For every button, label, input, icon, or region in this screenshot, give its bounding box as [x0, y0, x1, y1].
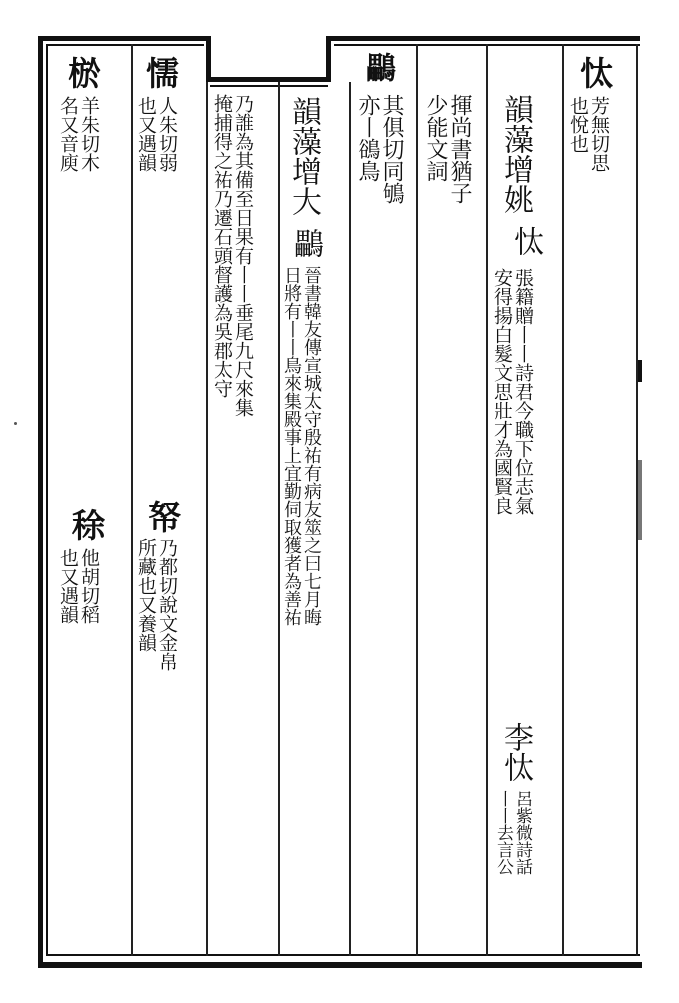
gloss-lines — [136, 96, 176, 172]
column-rule — [206, 82, 208, 956]
frame-inner-top-mid — [210, 85, 328, 87]
headword: 稌 — [67, 508, 106, 541]
gloss-line: 也又遇韻 — [135, 96, 157, 172]
headword: 李忲 — [498, 722, 533, 782]
column-rule — [416, 44, 418, 956]
headword: 忲 — [575, 56, 614, 89]
column-rule — [131, 44, 133, 956]
annotation-line: 晉書韓友傳宣城太守殷祐有病友筮之曰七月晦 — [301, 266, 322, 626]
gloss-lines — [356, 94, 402, 204]
gloss-line: 也悅也 — [567, 96, 589, 153]
gloss-lines — [212, 94, 252, 417]
gloss-line: 芳無切思 — [588, 96, 610, 172]
frame-inner-left — [46, 44, 48, 956]
column-rule — [349, 82, 351, 956]
gloss-lines — [58, 548, 98, 624]
frame-bottom — [38, 962, 642, 968]
frame-inner-bottom — [46, 954, 640, 956]
headword: 忲 — [508, 226, 543, 256]
column-rule — [486, 44, 488, 956]
annotation — [492, 268, 532, 515]
gloss-line: 乃都切說文金帛 — [156, 538, 178, 671]
annotation-line: 呂紫微詩話 — [512, 790, 532, 875]
gloss-lines — [424, 94, 470, 204]
gloss-line: 亦丨鵒鳥 — [355, 94, 380, 182]
gloss-line: 所藏也又養韻 — [135, 538, 157, 652]
gloss-line: 羊朱切木 — [78, 96, 100, 172]
annotation — [282, 266, 320, 626]
gloss-lines — [568, 96, 608, 172]
column-rule — [278, 82, 280, 956]
headword: 鸓 — [288, 228, 323, 258]
annotation-line: 安得揚白髮文思壯才為國賢良 — [491, 268, 513, 515]
headword: 懦 — [141, 56, 180, 89]
headword: 棜 — [63, 56, 102, 89]
heading-yunzao: 韻藻增姚 — [498, 94, 533, 214]
gloss-line: 他胡切稻 — [78, 548, 100, 624]
gloss-line: 掩捕得之祐乃遷石頭督護為吳郡太守 — [211, 94, 233, 398]
edge-mark — [638, 460, 642, 540]
column-rule — [636, 44, 638, 956]
frame-step-left — [206, 36, 211, 82]
gloss-lines — [136, 538, 176, 671]
frame-top-right — [326, 36, 640, 41]
annotation-line: 丨丨去言公 — [493, 790, 513, 875]
column-rule — [562, 44, 564, 956]
gloss-line: 乃誰為其備至日果有丨丨垂尾九尺來集 — [232, 94, 254, 417]
gloss-line: 也又遇韻 — [57, 548, 79, 624]
headword: 帑 — [143, 500, 182, 533]
frame-top-mid — [206, 77, 330, 82]
gloss-line: 揮尚書猶子 — [447, 94, 472, 204]
heading-yunzao: 韻藻增大 — [286, 96, 321, 216]
gloss-line: 名又音庾 — [57, 96, 79, 172]
speck — [14, 422, 17, 425]
annotation-line: 日將有丨丨鳥來集殿事上宜勤伺取獲者為善祐 — [281, 266, 302, 626]
gloss-line: 人朱切弱 — [156, 96, 178, 172]
gloss-line: 其俱切同鴝 — [379, 94, 404, 204]
frame-left — [38, 36, 43, 968]
headword: 鸓 — [360, 52, 395, 82]
gloss-lines — [58, 96, 98, 172]
frame-top-left — [38, 36, 210, 41]
frame-inner-top-left — [46, 44, 204, 46]
annotation — [494, 790, 530, 875]
frame-step-right — [326, 36, 331, 82]
gloss-line: 少能文詞 — [423, 94, 448, 182]
annotation-line: 張籍贈丨丨詩君今職下位志氣 — [512, 268, 534, 515]
